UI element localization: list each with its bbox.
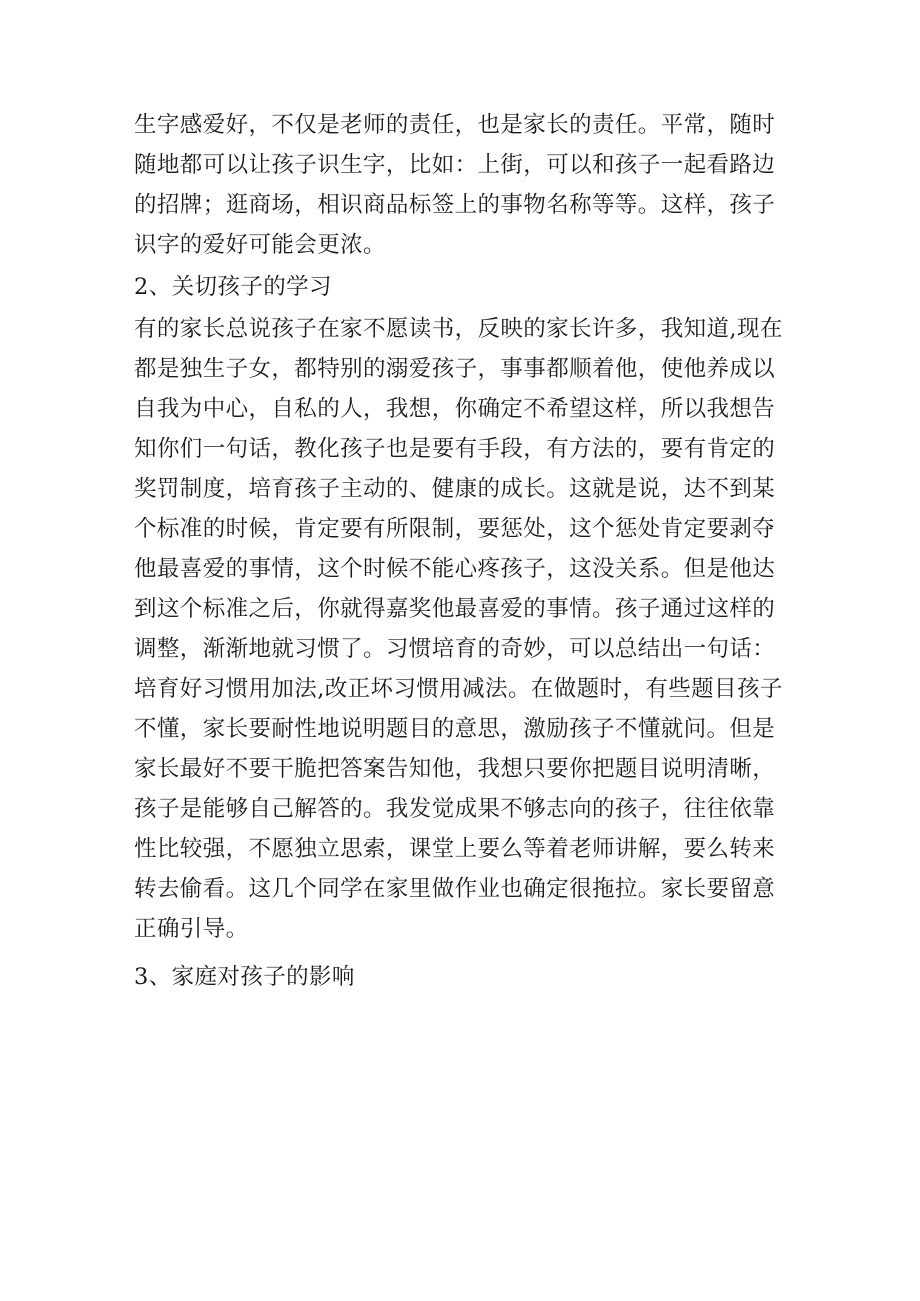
paragraph-line: 的招牌；逛商场，相识商品标签上的事物名称等等。这样，孩子	[134, 192, 776, 218]
document-body	[134, 105, 794, 999]
paragraph-line: 正确引导。	[134, 916, 249, 942]
paragraph-line: 奖罚制度，培育孩子主动的、健康的成长。这就是说，达不到某	[134, 476, 776, 502]
paragraph-line: 性比较强，不愿独立思索，课堂上要么等着老师讲解，要么转来	[134, 836, 776, 862]
paragraph-line: 他最喜爱的事情，这个时候不能心疼孩子，这没关系。但是他达	[134, 556, 776, 582]
paragraph-line: 个标准的时候，肯定要有所限制，要惩处，这个惩处肯定要剥夺	[134, 516, 776, 542]
paragraph-line: 随地都可以让孩子识生字，比如：上街，可以和孩子一起看路边	[134, 152, 776, 178]
paragraph-line: 调整，渐渐地就习惯了。习惯培育的奇妙，可以总结出一句话：	[134, 636, 776, 662]
paragraph-literacy-interest	[134, 105, 794, 265]
paragraph-care-for-learning	[134, 309, 794, 949]
paragraph-line: 到这个标准之后，你就得嘉奖他最喜爱的事情。孩子通过这样的	[134, 596, 776, 622]
paragraph-line: 家长最好不要干脆把答案告知他，我想只要你把题目说明清晰，	[134, 756, 776, 782]
paragraph-line: 自我为中心，自私的人，我想，你确定不希望这样，所以我想告	[134, 396, 776, 422]
paragraph-line: 转去偷看。这几个同学在家里做作业也确定很拖拉。家长要留意	[134, 876, 776, 902]
paragraph-line: 识字的爱好可能会更浓。	[134, 232, 386, 258]
paragraph-line: 培育好习惯用加法,改正坏习惯用减法。在做题时，有些题目孩子	[134, 676, 783, 702]
paragraph-line: 生字感爱好，不仅是老师的责任，也是家长的责任。平常，随时	[134, 112, 776, 138]
paragraph-line: 有的家长总说孩子在家不愿读书，反映的家长许多，我知道,现在	[134, 316, 783, 342]
paragraph-line: 不懂，家长要耐性地说明题目的意思，激励孩子不懂就问。但是	[134, 716, 776, 742]
paragraph-line: 知你们一句话，教化孩子也是要有手段，有方法的，要有肯定的	[134, 436, 776, 462]
paragraph-line: 都是独生子女，都特别的溺爱孩子，事事都顺着他，使他养成以	[134, 356, 776, 382]
section-heading-3: 3、家庭对孩子的影响	[134, 964, 355, 990]
section-heading-2: 2、关切孩子的学习	[134, 274, 332, 300]
paragraph-line: 孩子是能够自己解答的。我发觉成果不够志向的孩子，往往依靠	[134, 796, 776, 822]
